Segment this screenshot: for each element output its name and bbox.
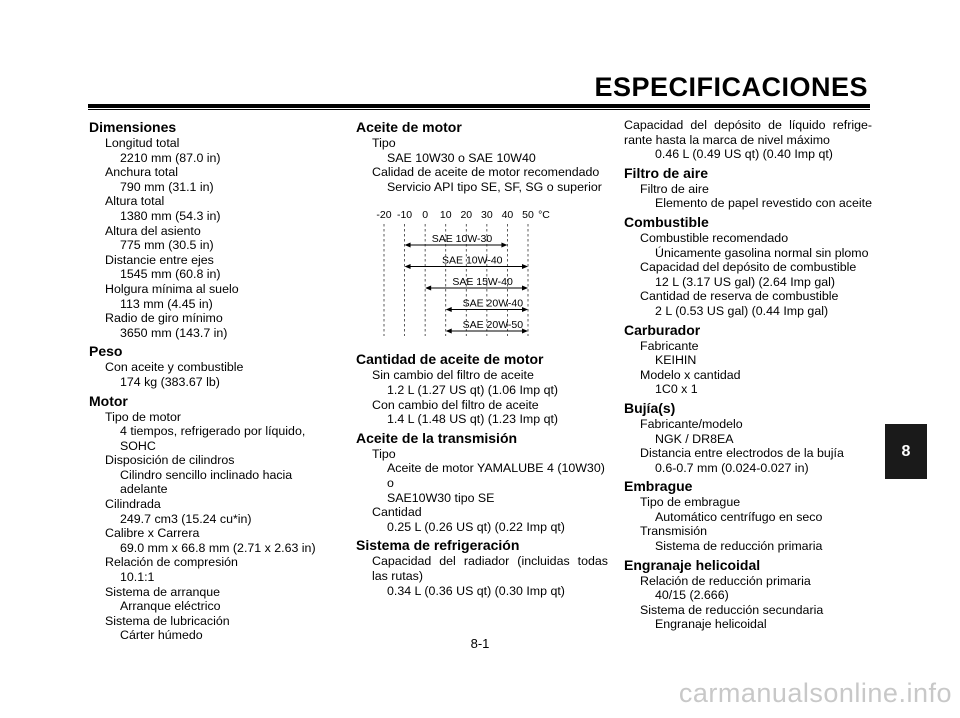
- series-label: SAE 20W-50: [462, 319, 524, 332]
- spec-value: 69.0 mm x 66.8 mm (2.71 x 2.63 in): [120, 540, 316, 555]
- range-arrowhead: [501, 243, 507, 248]
- page-title: ESPECIFICACIONES: [594, 72, 868, 102]
- right-column: [624, 118, 872, 632]
- section-heading-transmision: Aceite de la transmisión: [356, 429, 518, 446]
- spec-value: Cilindro sencillo inclinado hacia adelante: [120, 467, 293, 497]
- tick-label: 10: [439, 209, 452, 222]
- tick-label: 50: [522, 209, 534, 222]
- tick-label: 0: [422, 209, 429, 222]
- tick-label: 20: [460, 209, 473, 222]
- range-arrowhead: [425, 286, 431, 291]
- spec-label: Calibre x Carrera: [105, 526, 200, 541]
- spec-label: Con cambio del filtro de aceite: [372, 397, 539, 412]
- spec-value: SAE10W30 tipo SE: [387, 490, 495, 505]
- spec-label: Longitud total: [105, 136, 180, 150]
- series-label: SAE 10W-30: [431, 233, 493, 246]
- spec-value: 2210 mm (87.0 in): [120, 150, 221, 165]
- series-label: SAE 10W-40: [442, 254, 503, 267]
- series-label: SAE 15W-40: [452, 276, 513, 289]
- spec-value: NGK / DR8EA: [655, 431, 734, 446]
- series-label: SAE 20W-40: [462, 297, 524, 310]
- spec-value: SAE 10W30 o SAE 10W40: [387, 150, 536, 165]
- spec-value: 0.34 L (0.36 US qt) (0.30 Imp qt): [387, 583, 565, 598]
- spec-value: 12 L (3.17 US gal) (2.64 Imp gal): [655, 274, 835, 289]
- spec-label: Distancie entre ejes: [105, 252, 214, 267]
- spec-label: Con aceite y combustible: [105, 360, 244, 375]
- spec-value: Automático centrífugo en seco: [655, 509, 823, 524]
- watermark: carmanualsonline.info: [678, 678, 952, 708]
- chapter-tab: 8: [885, 424, 927, 479]
- spec-label: Sin cambio del filtro de aceite: [372, 368, 534, 383]
- spec-value: Elemento de papel revestido con aceite: [655, 196, 872, 211]
- range-arrowhead: [522, 264, 528, 269]
- tick-label: -20: [376, 209, 392, 222]
- spec-value: 40/15 (2.666): [655, 588, 729, 603]
- spec-value: 1C0 x 1: [655, 382, 698, 397]
- spec-value: 1.2 L (1.27 US qt) (1.06 Imp qt): [387, 382, 559, 397]
- spec-label: Disposición de cilindros: [105, 453, 235, 468]
- spec-value: 113 mm (4.45 in): [120, 296, 213, 311]
- spec-value: 0.46 L (0.49 US qt) (0.40 Imp qt): [655, 147, 833, 162]
- spec-label: Altura total: [105, 194, 165, 209]
- spec-label: Transmisión: [640, 524, 708, 539]
- spec-value: 249.7 cm3 (15.24 cu*in): [120, 511, 252, 526]
- oil-viscosity-chart: [356, 206, 608, 336]
- tick-label: 30: [481, 209, 493, 222]
- range-arrowhead: [405, 243, 411, 248]
- header-rule: [88, 104, 870, 108]
- spec-label: Capacidad del depósito de líquido refrige-rante hasta la marca de nivel máximo: [624, 118, 872, 147]
- spec-value: Servicio API tipo SE, SF, SG o superior: [387, 179, 602, 194]
- spec-value: Arranque eléctrico: [120, 599, 221, 614]
- spec-label: Anchura total: [105, 165, 179, 180]
- spec-value: 1545 mm (60.8 in): [120, 267, 221, 282]
- section-heading-filtro-aire: Filtro de aire: [624, 164, 709, 181]
- spec-label: Capacidad del radiador (incluidas todas las rutas): [372, 554, 608, 583]
- section-heading-motor: Motor: [89, 392, 128, 409]
- spec-label: Tipo de embrague: [640, 495, 741, 510]
- section-heading-dimensiones: Dimensiones: [89, 119, 177, 135]
- spec-label: Cantidad: [372, 505, 422, 520]
- spec-value: KEIHIN: [655, 353, 697, 368]
- section-heading-bujia: Bujía(s): [624, 399, 676, 416]
- spec-value: 1380 mm (54.3 in): [120, 208, 221, 223]
- spec-label: Relación de reducción primaria: [640, 573, 811, 588]
- spec-value: 790 mm (31.1 in): [120, 179, 214, 194]
- spec-label: Tipo: [372, 446, 396, 461]
- spec-value: Sistema de reducción primaria: [655, 539, 823, 554]
- spec-value: 3650 mm (143.7 in): [120, 325, 228, 340]
- spec-label: Relación de compresión: [105, 555, 238, 570]
- spec-value: Cárter húmedo: [120, 628, 203, 643]
- spec-value: 775 mm (30.5 in): [120, 238, 214, 253]
- tick-label: -10: [396, 209, 413, 222]
- range-arrowhead: [446, 307, 452, 312]
- section-heading-engranaje: Engranaje helicoidal: [624, 556, 761, 573]
- spec-label: Distancia entre electrodos de la bujía: [640, 446, 844, 461]
- spec-label: Modelo x cantidad: [640, 367, 741, 382]
- spec-label: Sistema de arranque: [105, 584, 221, 599]
- spec-label: Fabricante: [640, 338, 699, 353]
- spec-label: Sistema de lubricación: [105, 613, 230, 628]
- oil-viscosity-svg: [356, 206, 608, 336]
- left-column: [89, 118, 339, 643]
- tick-label: 40: [501, 209, 514, 222]
- unit-label: °C: [538, 209, 550, 222]
- spec-value: 0.25 L (0.26 US qt) (0.22 Imp qt): [387, 519, 565, 534]
- spec-value: 4 tiempos, refrigerado por líquido, SOHC: [120, 424, 306, 453]
- range-arrowhead: [405, 264, 411, 269]
- middle-column: [356, 118, 608, 598]
- spec-label: Sistema de reducción secundaria: [640, 602, 824, 617]
- spec-value: Únicamente gasolina normal sin plomo: [655, 245, 869, 260]
- section-heading-refrigeracion: Sistema de refrigeración: [356, 537, 520, 554]
- page-number: 8-1: [470, 636, 490, 651]
- spec-value: 174 kg (383.67 lb): [120, 374, 220, 389]
- spec-label: Filtro de aire: [640, 181, 709, 196]
- spec-label: Altura del asiento: [105, 223, 201, 238]
- spec-label: Radio de giro mínimo: [105, 311, 223, 326]
- header-rule-thin: [88, 109, 870, 110]
- spec-label: Calidad de aceite de motor recomendado: [372, 165, 600, 180]
- spec-label: Capacidad del depósito de combustible: [640, 260, 857, 275]
- spec-value: 0.6-0.7 mm (0.024-0.027 in): [655, 460, 809, 475]
- spec-value: Engranaje helicoidal: [655, 617, 767, 632]
- section-heading-aceite-motor: Aceite de motor: [356, 119, 462, 135]
- spec-value: Aceite de motor YAMALUBE 4 (10W30) o: [387, 461, 605, 490]
- spec-value: 2 L (0.53 US gal) (0.44 Imp gal): [655, 303, 829, 318]
- spec-label: Holgura mínima al suelo: [105, 281, 239, 296]
- section-heading-carburador: Carburador: [624, 321, 701, 338]
- spec-label: Fabricante/modelo: [640, 416, 743, 431]
- section-heading-combustible: Combustible: [624, 213, 709, 230]
- spec-label: Cantidad de reserva de combustible: [640, 289, 839, 304]
- spec-value: 1.4 L (1.48 US qt) (1.23 Imp qt): [387, 412, 559, 427]
- spec-label: Tipo: [372, 136, 396, 150]
- section-heading-embrague: Embrague: [624, 478, 693, 495]
- section-heading-peso: Peso: [89, 343, 123, 360]
- range-arrowhead: [522, 286, 528, 291]
- section-heading-cantidad-aceite: Cantidad de aceite de motor: [356, 351, 544, 368]
- range-arrowhead: [446, 329, 452, 334]
- spec-label: Combustible recomendado: [640, 230, 789, 245]
- spec-label: Cilindrada: [105, 497, 161, 512]
- spec-value: 10.1:1: [120, 570, 155, 585]
- spec-label: Tipo de motor: [105, 409, 181, 424]
